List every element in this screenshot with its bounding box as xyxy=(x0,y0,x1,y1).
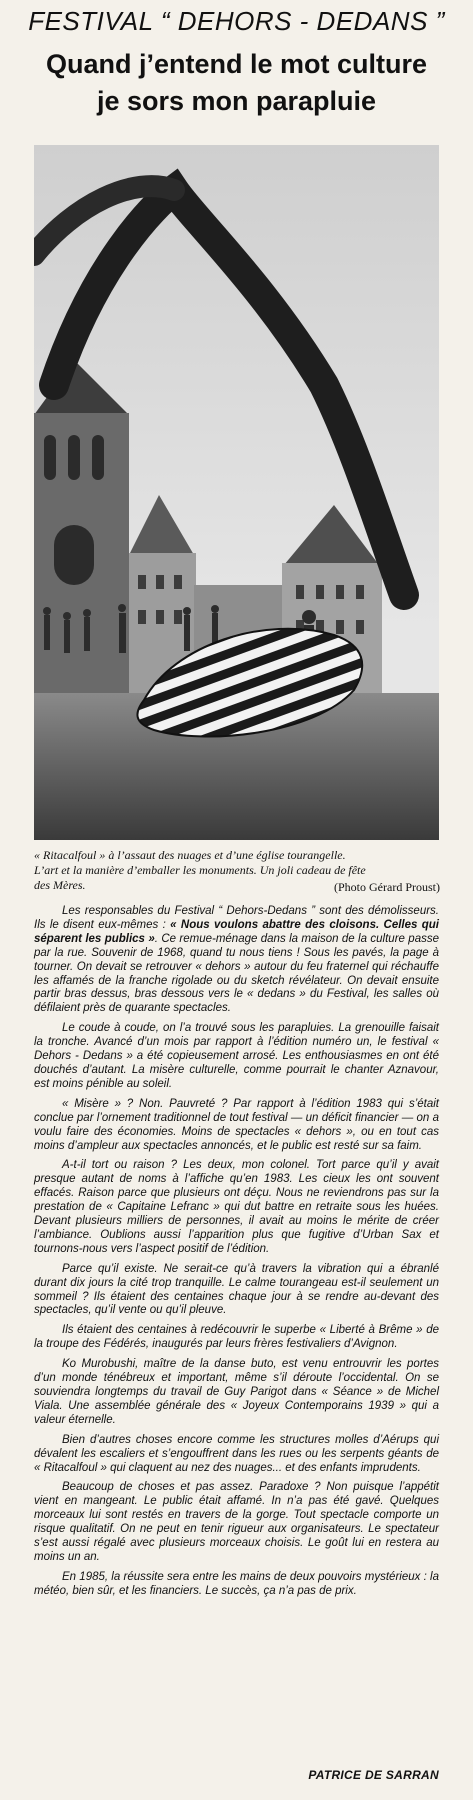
caption-line-2: L’art et la manière d’emballer les monuments. Un joli cadeau de fête xyxy=(34,863,366,877)
paragraph-3: « Misère » ? Non. Pauvreté ? Par rapport à l’édition 1983 qui s’était conclue par l’ornement traditionnel de tout festival — un déficit financier — on a voulu faire des économies. Moins de spectacles « dehors », ou en tout cas moins d’ampleur aux spectacles annoncés, et le public est resté sur sa faim. xyxy=(34,1097,439,1152)
paragraph-1 xyxy=(34,905,439,1016)
paragraph-1-quote: « Nous voulons abattre des cloisons. Celles qui séparent les publics » xyxy=(34,918,439,945)
article-photo xyxy=(34,145,439,840)
author-signature: PATRICE DE SARRAN xyxy=(308,1768,439,1782)
paragraph-4: A-t-il tort ou raison ? Les deux, mon colonel. Tort parce qu’il y avait presque autant de noms à l’affiche qu’en 1983. Les cieux les ont souvent effacés. Raison parce que plusieurs ont déçu. Nous ne reviendrons pas sur la prestation de « Capitaine Lefranc » qui dut battre en retraite sous les huées. Devant plusieurs milliers de personnes, il avait au moins le mérite de créer l’ambiance. Oublions aussi l’apparition plus que fugitive d’Urban Sax et tournons-nous vers l’aspect positif de l’édition. xyxy=(34,1159,439,1255)
paragraph-7: Ko Murobushi, maître de la danse buto, est venu entrouvrir les portes d’un monde ténébreux et important, même s’il déroute l’occidental. On se souviendra longtemps du travail de Guy Parigot dans « Séance » de Michel Viala. Une assemblée générale des « Joyeux Contemporains 1939 » qui a valeur éternelle. xyxy=(34,1358,439,1426)
caption-line-1: « Ritacalfoul » à l’assaut des nuages et d’une église tourangelle. xyxy=(34,848,346,862)
photo-illustration xyxy=(34,145,439,840)
article-kicker: FESTIVAL “ DEHORS - DEDANS ” xyxy=(28,6,445,36)
paragraph-10: En 1985, la réussite sera entre les mains de deux pouvoirs mystérieux : la météo, bien sûr, et les financiers. Le succès, ça n’a pas de prix. xyxy=(34,1570,439,1597)
headline-line-1: Quand j’entend le mot culture xyxy=(45,49,428,79)
photo-credit-wrap xyxy=(34,878,440,896)
paragraph-5: Parce qu’il existe. Ne serait-ce qu’à travers la vibration qui a ébranlé durant dix jours la cité trop tranquille. Le calme tourangeau est-il seulement un sommeil ? Ils étaient des centaines chaque jour à se rendre au-devant des spectacles, qu’il vente ou qu’il pleuve. xyxy=(34,1262,439,1317)
paragraph-9: Beaucoup de choses et pas assez. Paradoxe ? Non puisque l’appétit vient en mangeant. Le public était affamé. In n’a pas été gavé. Quelques morceaux lui sont restés en travers de la gorge. Tout spectacle comporte un risque qualitatif. On ne peut en tenir rigueur aux organisateurs. Le spectateur s’est aussi régalé avec plusieurs morceaux choisis. Le goût lui en restera au moins un an. xyxy=(34,1481,439,1563)
paragraph-1-end: . Ce remue-ménage dans la maison de la culture passe par la rue. Souvenir de 1968, quand tu nous tiens ! Sous les pavés, la page à tourner. On devait se retrouver « dehors » autour du feu fraternel qui réchauffe les affamés de la franche rigolade ou du sketch révélateur. On devait ensuite partir bras dessus, bras dessous vers le « dedans » du Festival, les salles où défilaient près de quarante spectacles. xyxy=(34,932,439,1015)
paragraph-1-start: Les responsables du Festival “ Dehors-Dedans ” sont des démolisseurs. Ils le disent eux-mêmes : xyxy=(34,905,439,931)
paragraph-6: Ils étaient des centaines à redécouvrir le superbe « Liberté à Brême » de la troupe des Fédérés, inaugurés par leurs frères festivaliers d’Avignon. xyxy=(34,1324,439,1351)
headline-line-2: je sors mon parapluie xyxy=(96,86,377,116)
paragraph-2: Le coude à coude, on l’a trouvé sous les parapluies. La grenouille faisait la tronche. Avancé d’un mois par rapport à l’édition numéro un, le festival « Dehors - Dedans » a été copieusement arrosé. Les enthousiasmes en ont été douchés d’autant. La misère culturelle, comme pourrait le chanter Aznavour, est moins pénible au soleil. xyxy=(34,1022,439,1090)
article-body xyxy=(34,905,439,1605)
article-headline xyxy=(0,46,473,120)
paragraph-8: Bien d’autres choses encore comme les structures molles d’Aérups qui dévalent les escaliers et s’engouffrent dans les rues ou les serpents géants de « Ritacalfoul » qui claquent au nez des nuages... et des enfants imprudents. xyxy=(34,1433,439,1474)
caption-line-3: des Mères. xyxy=(34,878,86,892)
photo-credit: (Photo Gérard Proust) xyxy=(334,880,440,894)
